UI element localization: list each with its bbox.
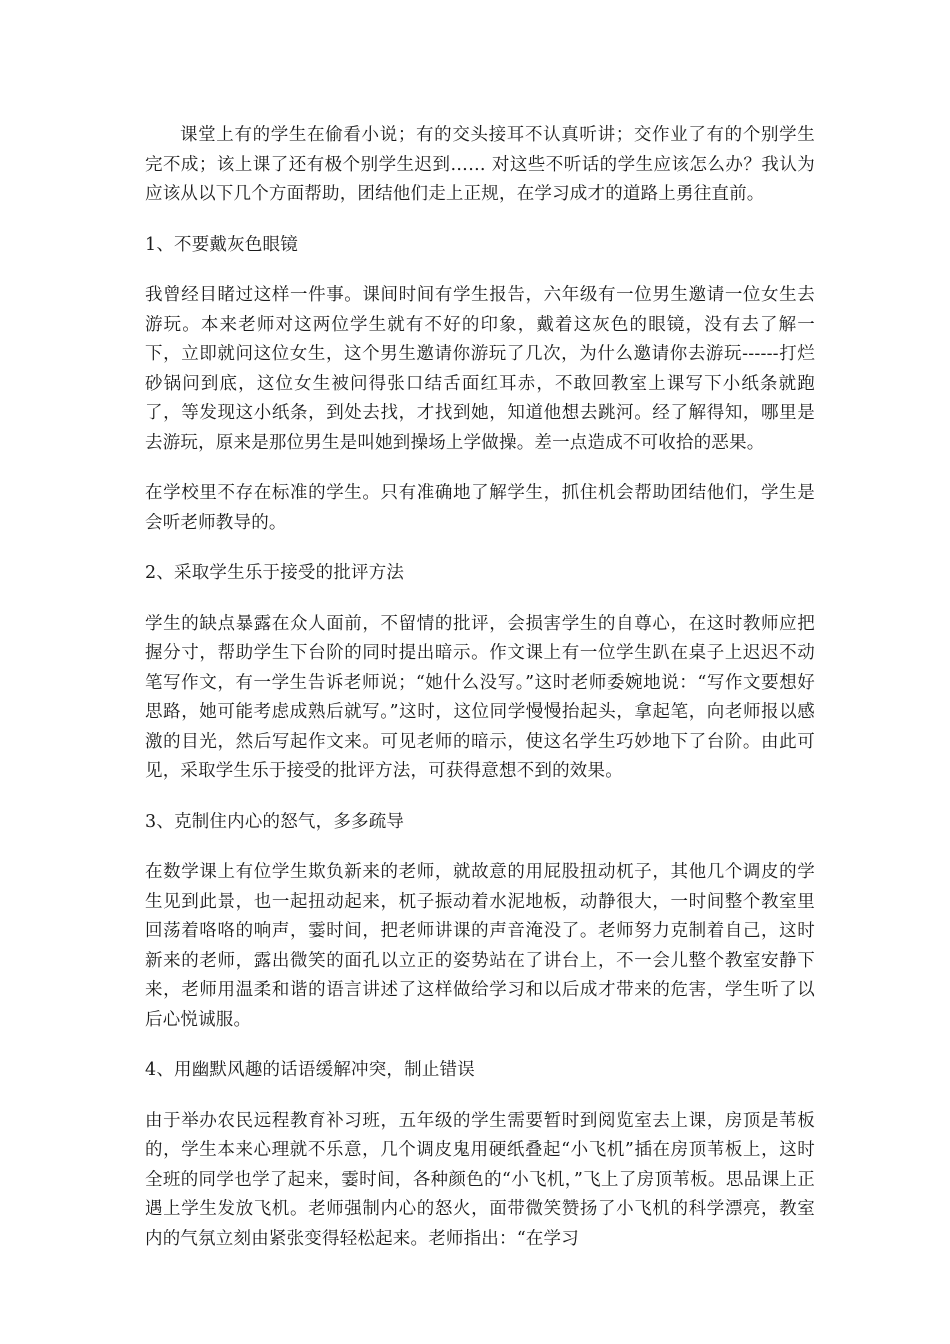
section-3-paragraph-1: 在数学课上有位学生欺负新来的老师，就故意的用屁股扭动杌子，其他几个调皮的学生见到此景，也一起扭动起来，杌子振动着水泥地板，动静很大，一时间整个教室里回荡着咯咯的响声，霎时间，把老师讲课的声音淹没了。老师努力克制着自己，这时新来的老师，露出微笑的面孔以立正的姿势站在了讲台上，不一会儿整个教室安静下来，老师用温柔和谐的语言讲述了这样做给学习和以后成才带来的危害，学生听了以后心悦诚服。 (145, 862, 815, 1030)
document-page (145, 121, 815, 1275)
section-heading-1: 1、不要戴灰色眼镜 (145, 234, 298, 255)
section-1-paragraph-2: 在学校里不存在标准的学生。只有准确地了解学生，抓住机会帮助团结他们，学生是会听老师教导的。 (145, 483, 815, 533)
section-4-paragraph-1: 由于举办农民远程教育补习班，五年级的学生需要暂时到阅览室去上课，房顶是苇板的，学生本来心理就不乐意，几个调皮鬼用硬纸叠起“小飞机”插在房顶苇板上，这时全班的同学也学了起来，霎时间，各种颜色的“小飞机，”飞上了房顶苇板。思品课上正遇上学生发放飞机。老师强制内心的怒火，面带微笑赞扬了小飞机的科学漂亮，教室内的气氛立刻由紧张变得轻松起来。老师指出：“在学习 (145, 1110, 815, 1249)
section-2-paragraph-1: 学生的缺点暴露在众人面前，不留情的批评，会损害学生的自尊心，在这时教师应把握分寸，帮助学生下台阶的同时提出暗示。作文课上有一位学生趴在桌子上迟迟不动笔写作文，有一学生告诉老师说；“她什么没写。”这时老师委婉地说：“写作文要想好思路，她可能考虑成熟后就写。”这时，这位同学慢慢抬起头，拿起笔，向老师报以感激的目光，然后写起作文来。可见老师的暗示，使这名学生巧妙地下了台阶。由此可见，采取学生乐于接受的批评方法，可获得意想不到的效果。 (145, 613, 815, 781)
section-heading-4: 4、用幽默风趣的话语缓解冲突，制止错误 (145, 1060, 475, 1080)
section-heading-3: 3、克制住内心的怒气，多多疏导 (145, 811, 405, 832)
section-1-paragraph-1: 我曾经目睹过这样一件事。课间时间有学生报告，六年级有一位男生邀请一位女生去游玩。本来老师对这两位学生就有不好的印象，戴着这灰色的眼镜，没有去了解一下，立即就问这位女生，这个男生邀请你游玩了几次，为什么邀请你去游玩------打烂砂锅问到底，这位女生被问得张口结舌面红耳赤，不敢回教室上课写下小纸条就跑了，等发现这小纸条，到处去找，才找到她，知道他想去跳河。经了解得知，哪里是去游玩，原来是那位男生是叫她到操场上学做操。差一点造成不可收拾的恶果。 (145, 285, 815, 453)
section-heading-2: 2、采取学生乐于接受的批评方法 (145, 563, 405, 583)
intro-paragraph: 课堂上有的学生在偷看小说；有的交头接耳不认真听讲；交作业了有的个别学生完不成；该上课了还有极个别学生迟到…… 对这些不听话的学生应该怎么办？我认为应该从以下几个方面帮助，团结他们走上正规，在学习成才的道路上勇往直前。 (145, 125, 815, 204)
